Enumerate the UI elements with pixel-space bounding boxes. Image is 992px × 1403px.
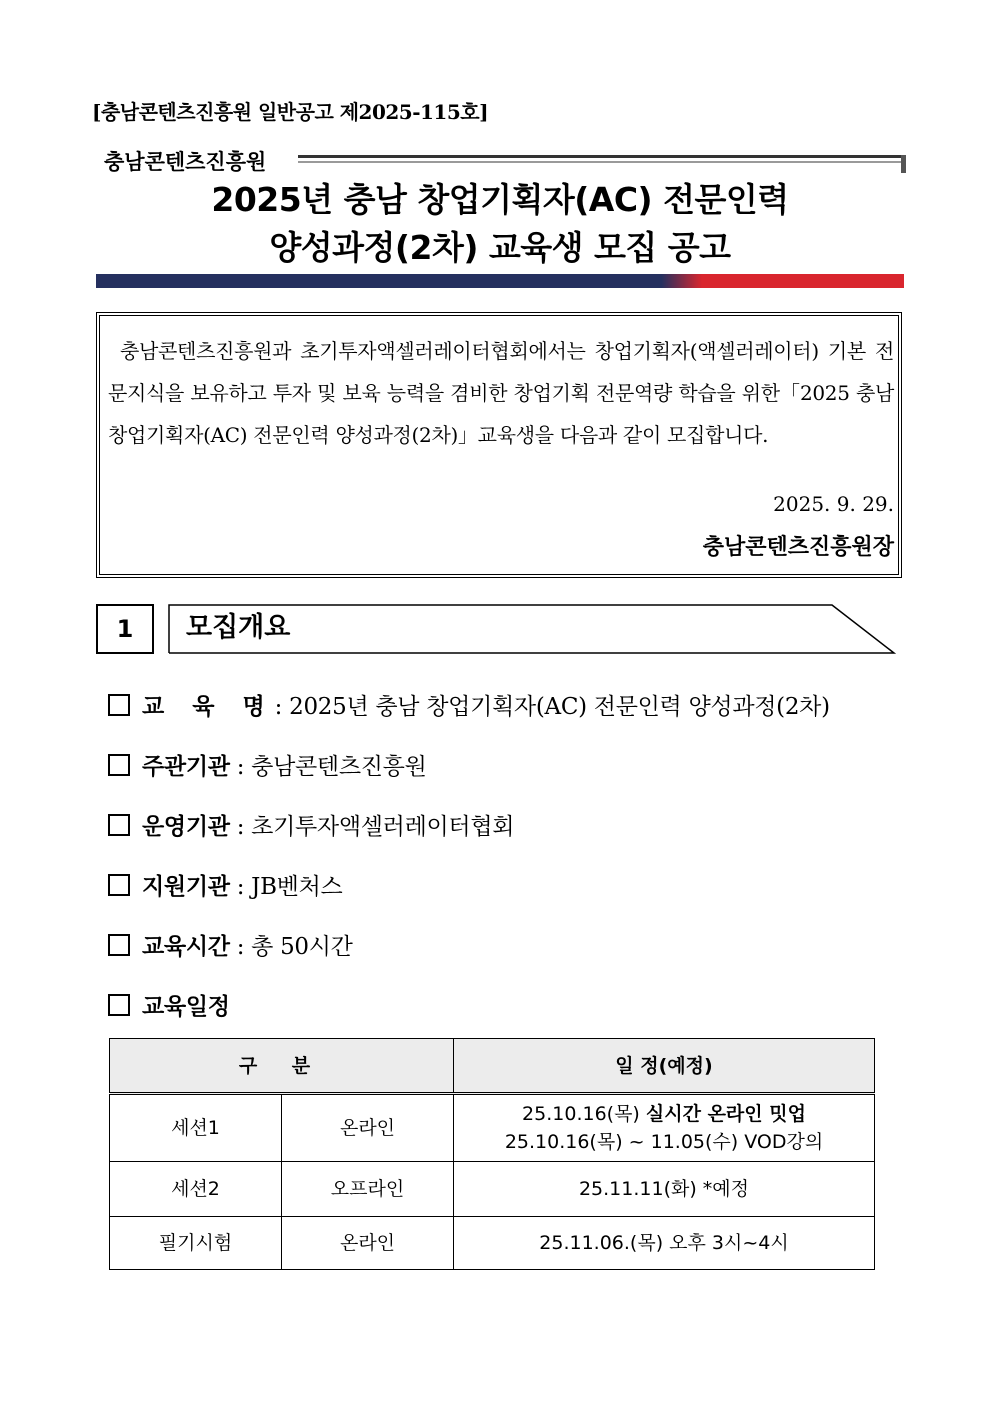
org-rule-top — [298, 155, 906, 158]
cell-mode: 온라인 — [282, 1094, 454, 1162]
checkbox-icon — [108, 994, 130, 1016]
section-number: 1 — [96, 604, 154, 654]
title-line-2: 양성과정(2차) 교육생 모집 공고 — [269, 228, 731, 267]
item-label: 교육시간 — [142, 933, 230, 960]
item-value: : 2025년 충남 창업기획자(AC) 전문인력 양성과정(2차) — [274, 694, 830, 720]
item-label: 교육일정 — [142, 993, 230, 1020]
table-row — [110, 1162, 875, 1217]
schedule-date: 25.10.16(목) — [522, 1103, 640, 1125]
document-title — [96, 176, 904, 272]
cell-schedule — [454, 1094, 875, 1162]
cell-schedule: 25.11.06.(목) 오후 3시~4시 — [454, 1217, 875, 1270]
item-label: 지원기관 — [142, 873, 230, 900]
org-label: 충남콘텐츠진흥원 — [104, 150, 267, 174]
org-rule-bottom — [298, 161, 906, 163]
schedule-line-2: 25.10.16(목) ~ 11.05(수) VOD강의 — [504, 1131, 824, 1153]
item-hours — [108, 928, 353, 961]
header-schedule: 일 정(예정) — [454, 1039, 875, 1094]
cell-session: 세션2 — [110, 1162, 282, 1217]
table-row — [110, 1217, 875, 1270]
org-rule-end — [901, 155, 906, 173]
item-value: : 충남콘텐츠진흥원 — [236, 754, 427, 780]
schedule-table — [109, 1038, 875, 1270]
table-row — [110, 1094, 875, 1162]
item-label: 교 육 명 — [142, 693, 275, 720]
item-value: : 총 50시간 — [236, 934, 353, 960]
table-header-row — [110, 1039, 875, 1094]
cell-mode: 온라인 — [282, 1217, 454, 1270]
checkbox-icon — [108, 694, 130, 716]
notice-number: [충남콘텐츠진흥원 일반공고 제2025-115호] — [92, 100, 489, 124]
title-line-1: 2025년 충남 창업기획자(AC) 전문인력 — [211, 180, 789, 219]
item-label: 운영기관 — [142, 813, 230, 840]
checkbox-icon — [108, 874, 130, 896]
checkbox-icon — [108, 934, 130, 956]
item-operator — [108, 808, 514, 841]
item-course-name — [108, 688, 830, 721]
checkbox-icon — [108, 754, 130, 776]
item-sponsor — [108, 868, 342, 901]
checkbox-icon — [108, 814, 130, 836]
item-host — [108, 748, 427, 781]
cell-schedule: 25.11.11(화) *예정 — [454, 1162, 875, 1217]
cell-session: 세션1 — [110, 1094, 282, 1162]
section-title: 모집개요 — [186, 612, 291, 643]
title-color-bar — [96, 274, 904, 288]
item-value: : JB벤처스 — [236, 874, 343, 900]
intro-signer: 충남콘텐츠진흥원장 — [702, 534, 894, 560]
header-category: 구 분 — [110, 1039, 454, 1094]
cell-mode: 오프라인 — [282, 1162, 454, 1217]
item-label: 주관기관 — [142, 753, 230, 780]
intro-text: 충남콘텐츠진흥원과 초기투자액셀러레이터협회에서는 창업기획자(액셀러레이터) 기본 전문지식을 보유하고 투자 및 보육 능력을 겸비한 창업기획 전문역량 학습을 위한「2025 충남 창업기획자(AC) 전문인력 양성과정(2차)」교육생을 다음과 같이 모집합니다. — [108, 339, 894, 447]
cell-session: 필기시험 — [110, 1217, 282, 1270]
item-value: : 초기투자액셀러레이터협회 — [236, 814, 515, 840]
schedule-event: 실시간 온라인 밋업 — [645, 1103, 806, 1125]
item-schedule — [108, 988, 230, 1021]
intro-date: 2025. 9. 29. — [773, 492, 894, 516]
